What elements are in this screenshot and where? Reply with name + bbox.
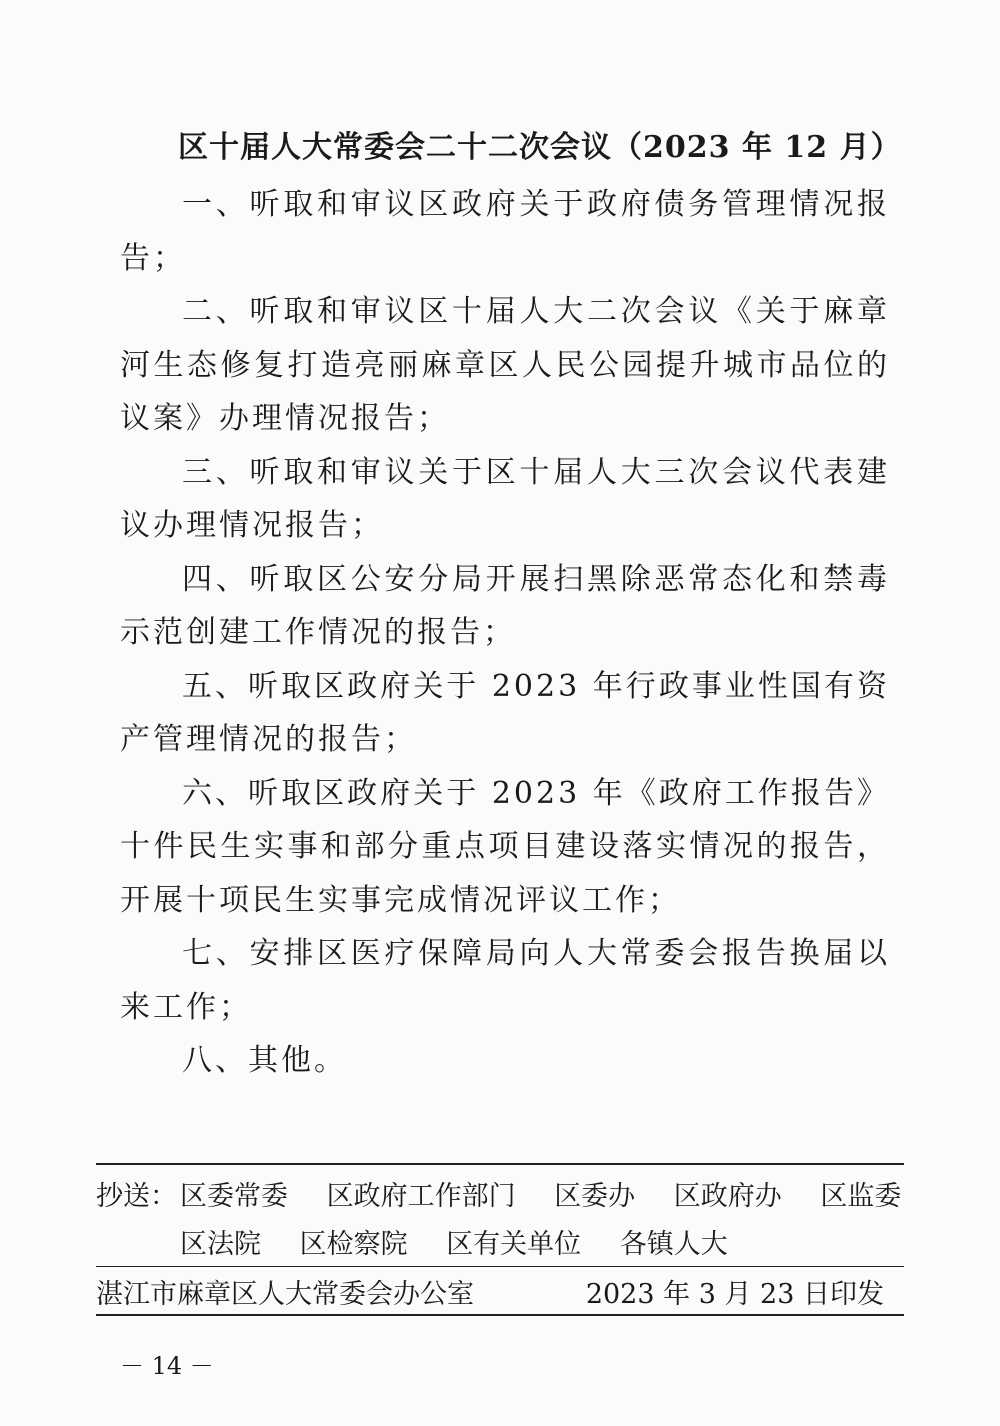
agenda-item: 五、听取区政府关于 2023 年行政事业性国有资产管理情况的报告； <box>120 668 890 757</box>
cc-recipients-line-2 <box>180 1222 758 1261</box>
footer-rule-top <box>96 1163 904 1165</box>
cc-recipient: 区有关单位 <box>446 1229 582 1260</box>
agenda-item: 七、安排区医疗保障局向人大常委会报告换届以来工作； <box>120 936 890 1025</box>
agenda-item: 三、听取和审议关于区十届人大三次会议代表建议办理情况报告； <box>120 454 890 543</box>
cc-recipients-line-1 <box>180 1174 931 1213</box>
cc-recipient: 区委办 <box>554 1181 636 1212</box>
agenda-item: 四、听取区公安分局开展扫黑除恶常态化和禁毒示范创建工作情况的报告； <box>120 561 890 650</box>
meeting-heading: 区十届人大常委会二十二次会议（2023 年 12 月） <box>178 130 902 165</box>
footer-rule-middle <box>96 1266 904 1267</box>
agenda-item: 八、其他。 <box>182 1043 347 1078</box>
agenda-item: 一、听取和审议区政府关于政府债务管理情况报告； <box>120 187 890 276</box>
agenda-list <box>120 178 890 1088</box>
issuing-office: 湛江市麻章区人大常委会办公室 <box>96 1279 474 1310</box>
cc-recipient: 各镇人大 <box>619 1229 728 1260</box>
cc-recipient: 区检察院 <box>299 1229 408 1260</box>
agenda-item: 二、听取和审议区十届人大二次会议《关于麻章河生态修复打造亮丽麻章区人民公园提升城市品位的议案》办理情况报告； <box>120 294 890 436</box>
issue-date: 2023 年 3 月 23 日印发 <box>585 1279 884 1310</box>
cc-recipient: 区委常委 <box>180 1181 288 1212</box>
footer-rule-bottom <box>96 1314 904 1316</box>
cc-recipient: 区法院 <box>180 1229 261 1260</box>
page-number: － 14 － <box>120 1352 214 1380</box>
cc-recipient: 区监委 <box>820 1181 902 1212</box>
cc-recipient: 区政府工作部门 <box>326 1181 516 1212</box>
cc-recipient: 区政府办 <box>673 1181 782 1212</box>
cc-label: 抄送： <box>96 1181 177 1212</box>
agenda-item: 六、听取区政府关于 2023 年《政府工作报告》十件民生实事和部分重点项目建设落实情况的报告，开展十项民生实事完成情况评议工作； <box>120 775 890 918</box>
